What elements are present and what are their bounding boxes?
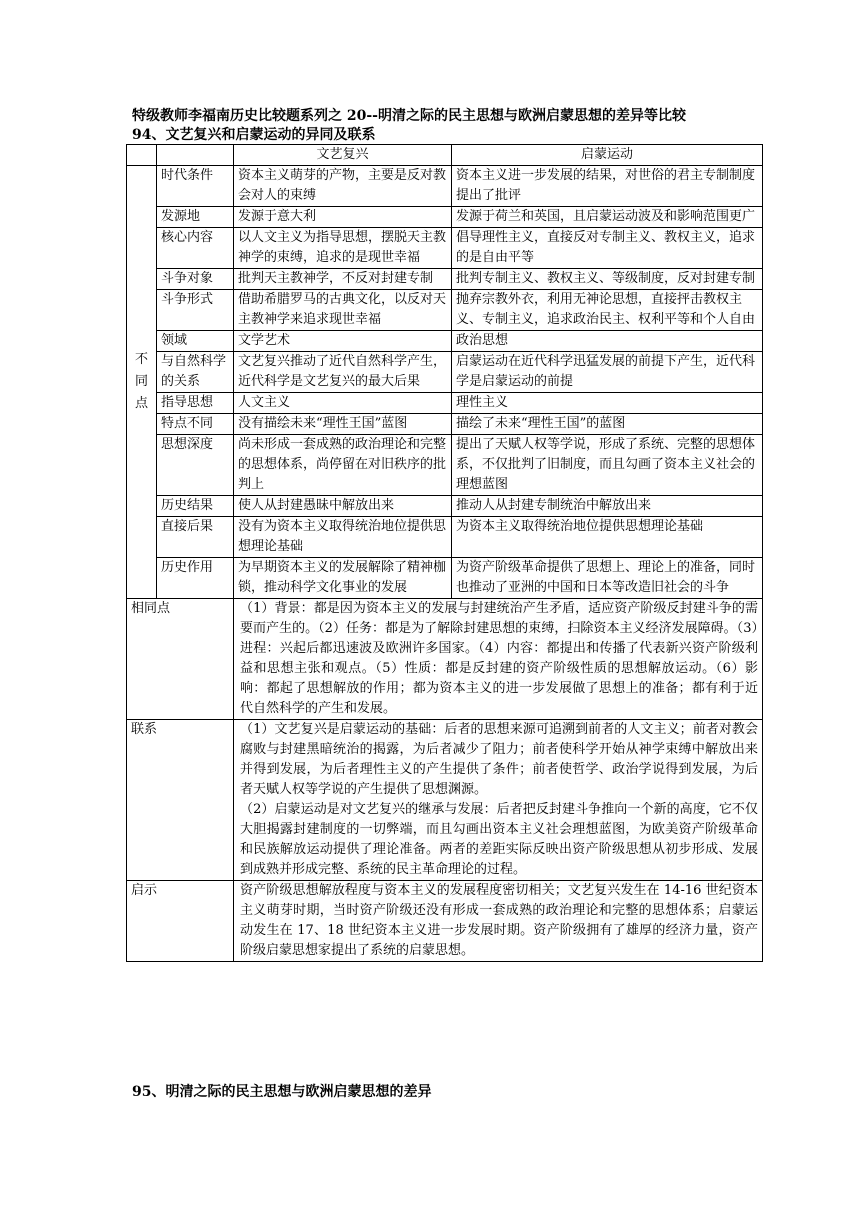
renaissance-cell: 借助希腊罗马的古典文化，以反对天主教神学来追求现世幸福 [234, 290, 452, 331]
table-row [127, 496, 763, 517]
renaissance-cell: 文学艺术 [234, 331, 452, 352]
aspect-cell: 与自然科学的关系 [157, 352, 234, 393]
header-renaissance: 文艺复兴 [234, 145, 452, 166]
enlightenment-cell: 政治思想 [452, 331, 763, 352]
connection-paragraph-1: （1）文艺复兴是启蒙运动的基础：后者的思想来源可追溯到前者的人文主义；前者对教会腐败与封建黑暗统治的揭露，为后者减少了阻力；前者使科学开始从神学束缚中解放出来并得到发展，为后者理性主义的产生提供了条件；前者使哲学、政治学说得到发展，为后者天赋人权等学说的产生提供了思想渊源。 [240, 722, 758, 797]
table-header-row [127, 145, 763, 166]
connection-label: 联系 [127, 720, 234, 881]
enlightenment-cell: 理性主义 [452, 393, 763, 414]
table-row [127, 207, 763, 228]
aspect-cell: 时代条件 [157, 166, 234, 207]
table-row [127, 352, 763, 393]
differences-label-cell [127, 166, 157, 599]
header-empty-cell [127, 145, 157, 166]
enlightenment-cell: 推动人从封建专制统治中解放出来 [452, 496, 763, 517]
renaissance-cell: 尚未形成一套成熟的政治理论和完整的思想体系，尚停留在对旧秩序的批判上 [234, 435, 452, 496]
renaissance-cell: 没有描绘未来“理性王国”蓝图 [234, 414, 452, 435]
renaissance-cell: 使人从封建愚昧中解放出来 [234, 496, 452, 517]
aspect-cell: 斗争对象 [157, 269, 234, 290]
insight-row [127, 881, 763, 962]
renaissance-cell: 没有为资本主义取得统治地位提供思想理论基础 [234, 517, 452, 558]
table-row [127, 517, 763, 558]
renaissance-cell: 以人文主义为指导思想，摆脱天主教神学的束缚，追求的是现世幸福 [234, 228, 452, 269]
connection-row [127, 720, 763, 881]
aspect-cell: 历史作用 [157, 558, 234, 599]
table-row [127, 393, 763, 414]
table-row [127, 435, 763, 496]
aspect-cell: 领域 [157, 331, 234, 352]
enlightenment-cell: 为资产阶级革命提供了思想上、理论上的准备，同时也推动了亚洲的中国和日本等改造旧社会的斗争 [452, 558, 763, 599]
header-enlightenment: 启蒙运动 [452, 145, 763, 166]
renaissance-cell: 资本主义萌芽的产物，主要是反对教会对人的束缚 [234, 166, 452, 207]
aspect-cell: 指导思想 [157, 393, 234, 414]
table-row [127, 269, 763, 290]
enlightenment-cell: 倡导理性主义，直接反对专制主义、教权主义，追求的是自由平等 [452, 228, 763, 269]
enlightenment-cell: 提出了天赋人权等学说，形成了系统、完整的思想体系，不仅批判了旧制度，而且勾画了资本主义社会的理想蓝图 [452, 435, 763, 496]
renaissance-cell: 批判天主教神学，不反对封建专制 [234, 269, 452, 290]
table-row [127, 228, 763, 269]
aspect-cell: 特点不同 [157, 414, 234, 435]
renaissance-cell: 人文主义 [234, 393, 452, 414]
aspect-cell: 斗争形式 [157, 290, 234, 331]
enlightenment-cell: 发源于荷兰和英国，且启蒙运动波及和影响范围更广 [452, 207, 763, 228]
insight-label: 启示 [127, 881, 234, 962]
insight-text: 资产阶级思想解放程度与资本主义的发展程度密切相关；文艺复兴发生在 14-16 世纪资本主义萌芽时期，当时资产阶级还没有形成一套成熟的政治理论和完整的思想体系；启蒙运动发生在 17、18 世纪资本主义进一步发展时期。资产阶级拥有了雄厚的经济力量，资产阶级启蒙思想家提出了系统的启蒙思想。 [234, 881, 763, 962]
section-heading-94: 94、文艺复兴和启蒙运动的异同及联系 [132, 127, 376, 143]
table-row [127, 414, 763, 435]
enlightenment-cell: 为资本主义取得统治地位提供思想理论基础 [452, 517, 763, 558]
similarities-row [127, 599, 763, 720]
connection-paragraph-2: （2）启蒙运动是对文艺复兴的继承与发展：后者把反封建斗争推向一个新的高度，它不仅大胆揭露封建制度的一切弊端，而且勾画出资本主义社会理想蓝图，为欧美资产阶级革命和民族解放运动提供了理论准备。两者的差距实际反映出资产阶级思想从初步形成、发展到成熟并形成完整、系统的民主革命理论的过程。 [240, 802, 758, 877]
enlightenment-cell: 启蒙运动在近代科学迅猛发展的前提下产生，近代科学是启蒙运动的前提 [452, 352, 763, 393]
aspect-cell: 历史结果 [157, 496, 234, 517]
aspect-cell: 思想深度 [157, 435, 234, 496]
aspect-cell: 发源地 [157, 207, 234, 228]
table-row [127, 558, 763, 599]
enlightenment-cell: 批判专制主义、教权主义、等级制度，反对封建专制 [452, 269, 763, 290]
aspect-cell: 核心内容 [157, 228, 234, 269]
enlightenment-cell: 资本主义进一步发展的结果，对世俗的君主专制制度提出了批评 [452, 166, 763, 207]
table-row [127, 290, 763, 331]
document-title: 特级教师李福南历史比较题系列之 20--明清之际的民主思想与欧洲启蒙思想的差异等比较 [132, 108, 686, 124]
similarities-label: 相同点 [127, 599, 234, 720]
comparison-table [126, 144, 763, 962]
enlightenment-cell: 描绘了未来“理性王国”的蓝图 [452, 414, 763, 435]
renaissance-cell: 发源于意大利 [234, 207, 452, 228]
table-row [127, 331, 763, 352]
renaissance-cell: 文艺复兴推动了近代自然科学产生，近代科学是文艺复兴的最大后果 [234, 352, 452, 393]
connection-text-cell [234, 720, 763, 881]
header-empty-cell [157, 145, 234, 166]
similarities-text: （1）背景：都是因为资本主义的发展与封建统治产生矛盾，适应资产阶级反封建斗争的需要而产生的。（2）任务：都是为了解除封建思想的束缚，扫除资本主义经济发展障碍。（3）进程：兴起后都迅速波及欧洲许多国家。（4）内容：都提出和传播了代表新兴资产阶级利益和思想主张和观点。（5）性质：都是反封建的资产阶级性质的思想解放运动。（6）影响：都起了思想解放的作用；都为资本主义的进一步发展做了思想上的准备；都有利于近代自然科学的产生和发展。 [234, 599, 763, 720]
enlightenment-cell: 抛弃宗教外衣，利用无神论思想，直接抨击教权主义、专制主义，追求政治民主、权利平等和个人自由 [452, 290, 763, 331]
differences-label: 不同点 [134, 352, 148, 411]
section-heading-95: 95、明清之际的民主思想与欧洲启蒙思想的差异 [132, 1084, 432, 1100]
renaissance-cell: 为早期资本主义的发展解除了精神枷锁，推动科学文化事业的发展 [234, 558, 452, 599]
table-row [127, 166, 763, 207]
aspect-cell: 直接后果 [157, 517, 234, 558]
